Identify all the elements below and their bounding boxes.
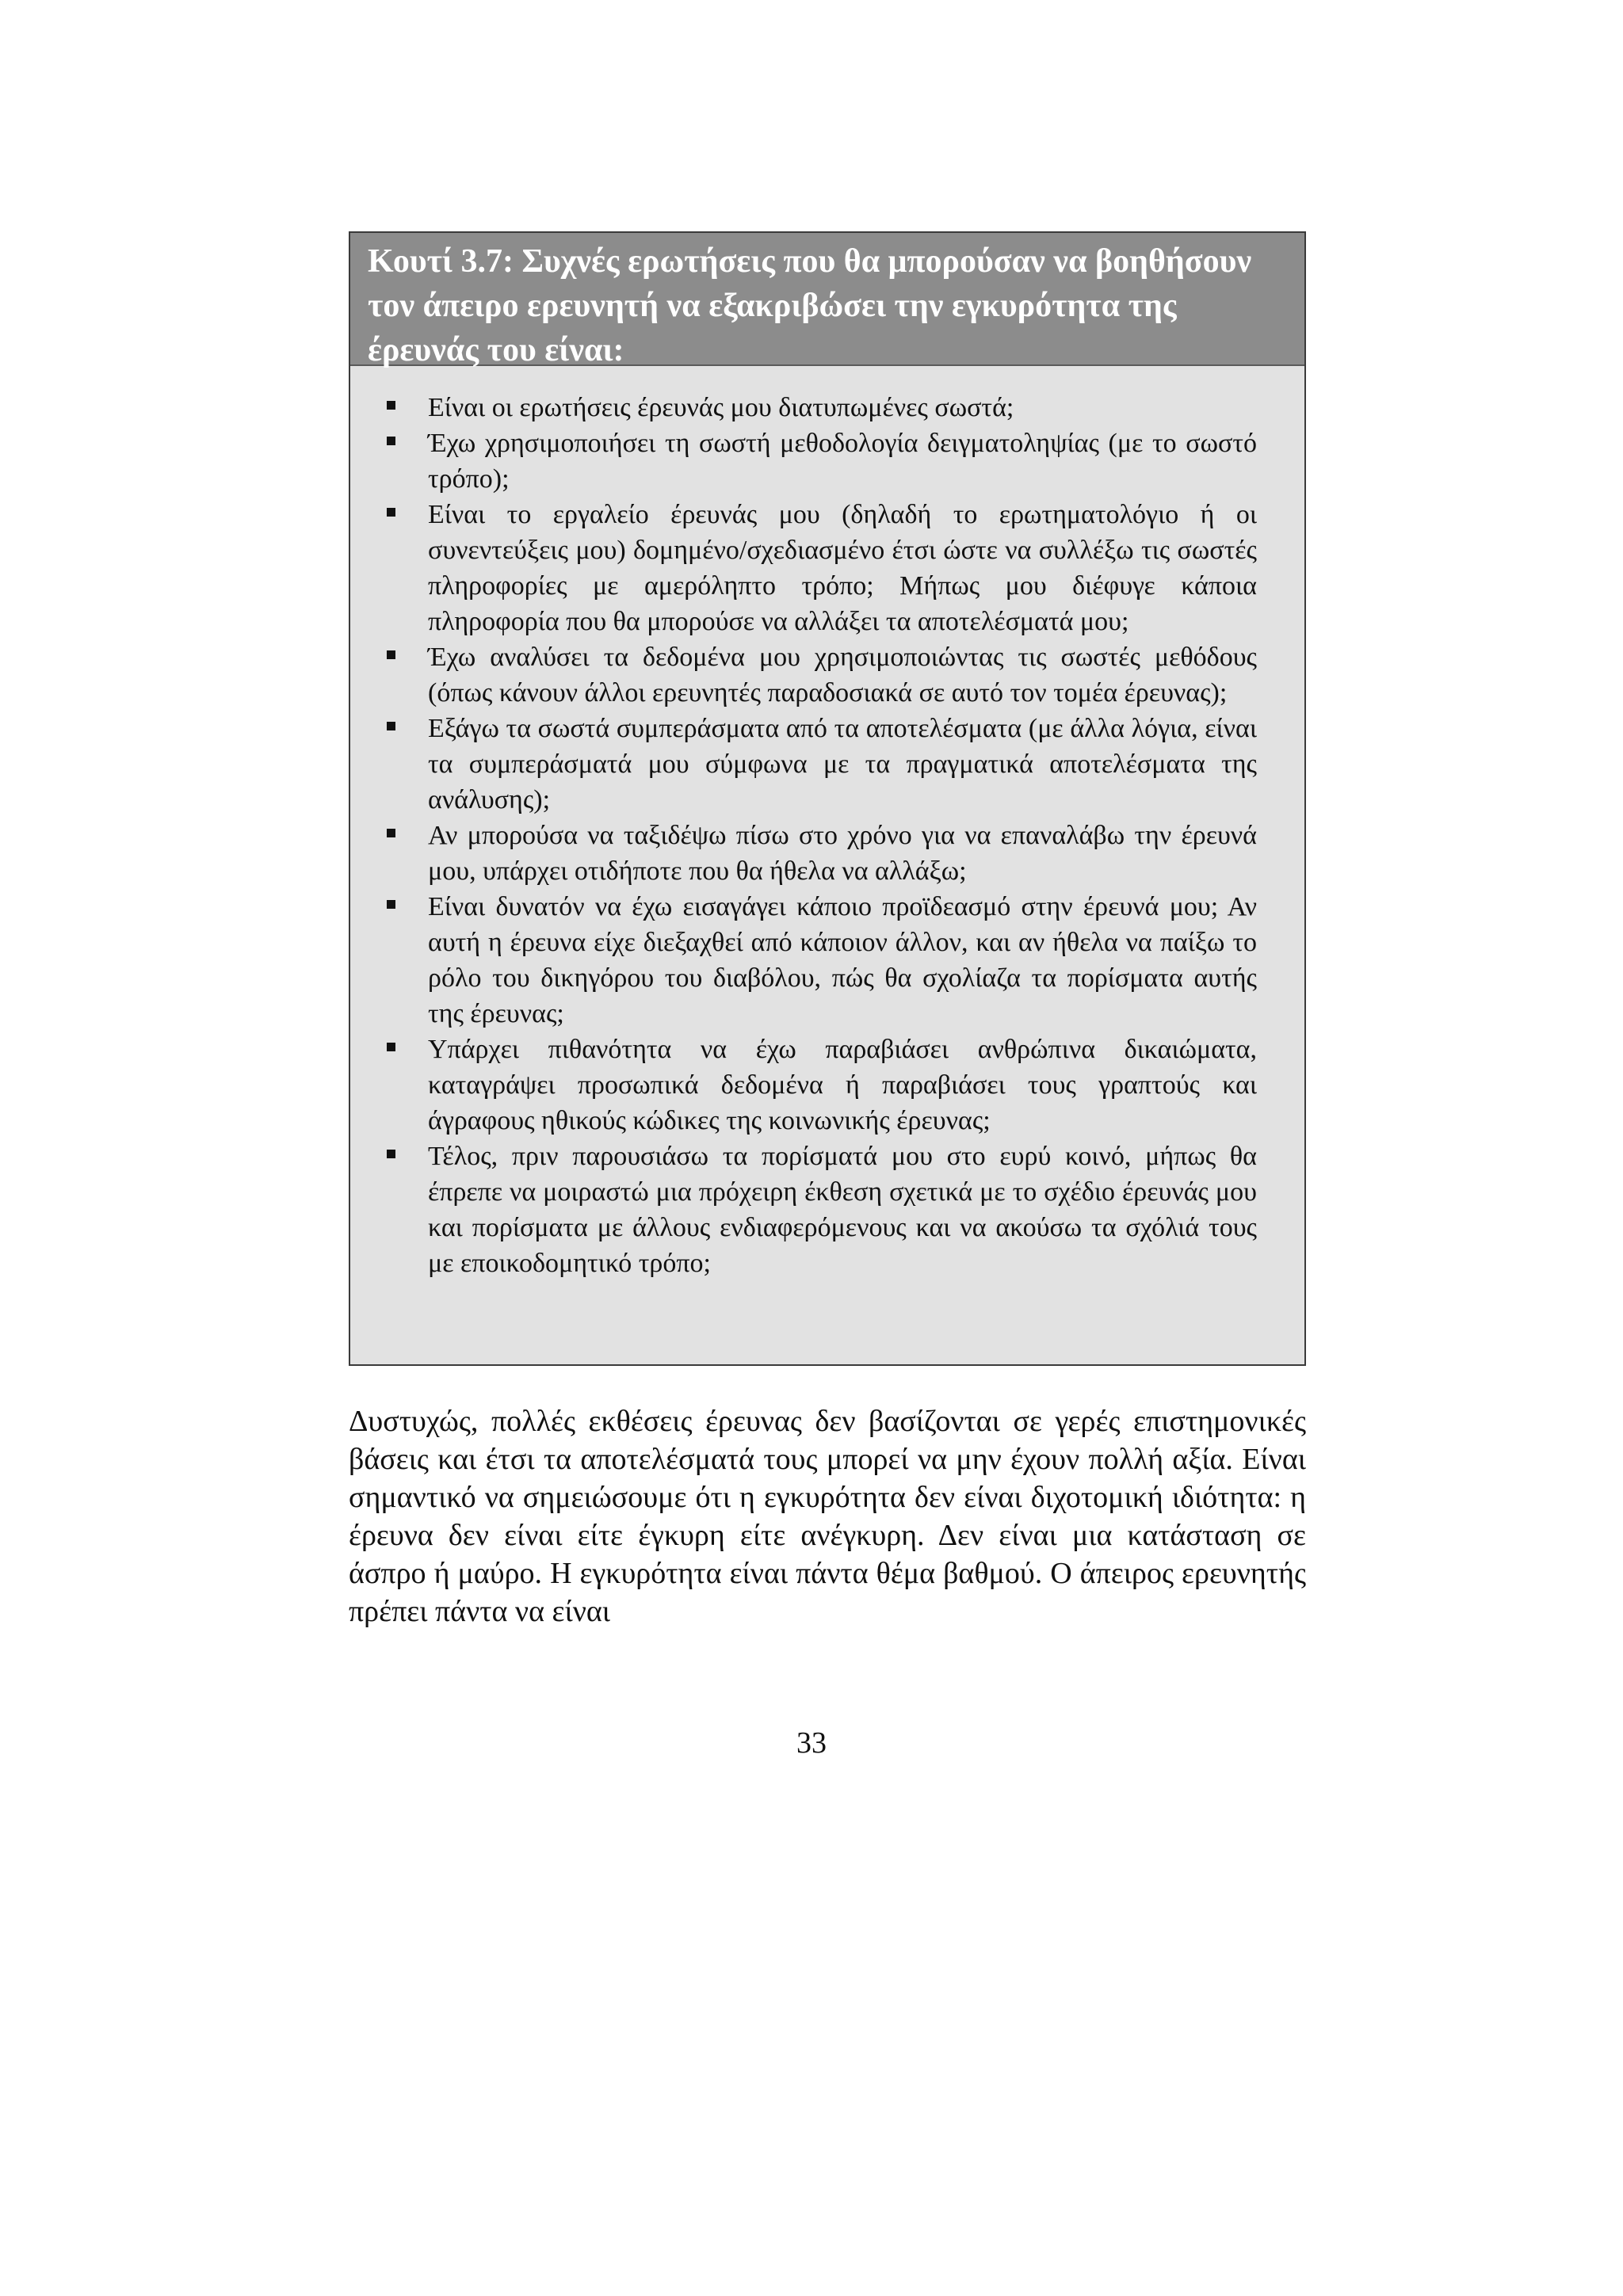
square-bullet-icon bbox=[387, 1150, 395, 1158]
box-question-list bbox=[350, 366, 1304, 1281]
list-item bbox=[350, 1032, 1257, 1138]
list-item bbox=[350, 889, 1257, 1032]
list-item-text: Τέλος, πριν παρουσιάσω τα πορίσματά μου στο ευρύ κοινό, μήπως θα έπρεπε να μοιραστώ μια πρόχειρη έκθεση σχετικά με το σχέδιο έρευνάς μου και πορίσματα με άλλους ενδιαφερόμενους και να ακούσω τα σχόλιά τους με εποικοδομητικό τρόπο; bbox=[428, 1142, 1257, 1278]
list-item-text: Είναι το εργαλείο έρευνάς μου (δηλαδή το ερωτηματολόγιο ή οι συνεντεύξεις μου) δομημένο/σχεδιασμένο έτσι ώστε να συλλέξω τις σωστές πληροφορίες με αμερόληπτο τρόπο; Μήπως μου διέφυγε κάποια πληροφορία που θα μπορούσε να αλλάξει τα αποτελέσματά μου; bbox=[428, 500, 1257, 636]
list-item-text: Εξάγω τα σωστά συμπεράσματα από τα αποτελέσματα (με άλλα λόγια, είναι τα συμπεράσματά μου σύμφωνα με τα πραγματικά αποτελέσματα της ανάλυσης); bbox=[428, 714, 1257, 814]
list-item bbox=[350, 639, 1257, 711]
page-number: 33 bbox=[796, 1726, 827, 1760]
square-bullet-icon bbox=[387, 900, 395, 909]
square-bullet-icon bbox=[387, 829, 395, 837]
list-item bbox=[350, 390, 1257, 425]
list-item-text: Έχω χρησιμοποιήσει τη σωστή μεθοδολογία δειγματοληψίας (με το σωστό τρόπο); bbox=[428, 429, 1257, 494]
square-bullet-icon bbox=[387, 401, 395, 410]
square-bullet-icon bbox=[387, 722, 395, 730]
body-paragraph: Δυστυχώς, πολλές εκθέσεις έρευνας δεν βασίζονται σε γερές επιστημονικές βάσεις και έτσι τα αποτελέσματά τους μπορεί να μην έχουν πολλή αξία. Είναι σημαντικό να σημειώσουμε ότι η εγκυρότητα δεν είναι διχοτομική ιδιότητα: η έρευνα δεν είναι είτε έγκυρη είτε ανέγκυρη. Δεν είναι μια κατάσταση σε άσπρο ή μαύρο. Η εγκυρότητα είναι πάντα θέμα βαθμού. Ο άπειρος ερευνητής πρέπει πάντα να είναι bbox=[349, 1405, 1306, 1628]
list-item-text: Είναι οι ερωτήσεις έρευνάς μου διατυπωμένες σωστά; bbox=[428, 393, 1014, 422]
box-title: Κουτί 3.7: Συχνές ερωτήσεις που θα μπορούσαν να βοηθήσουν τον άπειρο ερευνητή να εξακριβώσει την εγκυρότητα της έρευνάς του είναι: bbox=[350, 233, 1304, 366]
square-bullet-icon bbox=[387, 1043, 395, 1051]
list-item bbox=[350, 818, 1257, 889]
list-item-text: Έχω αναλύσει τα δεδομένα μου χρησιμοποιώντας τις σωστές μεθόδους (όπως κάνουν άλλοι ερευνητές παραδοσιακά σε αυτό τον τομέα έρευνας); bbox=[428, 643, 1257, 707]
square-bullet-icon bbox=[387, 437, 395, 445]
list-item-text: Αν μπορούσα να ταξιδέψω πίσω στο χρόνο για να επαναλάβω την έρευνά μου, υπάρχει οτιδήποτε που θα ήθελα να αλλάξω; bbox=[428, 821, 1257, 886]
list-item bbox=[350, 1138, 1257, 1281]
list-item bbox=[350, 711, 1257, 818]
list-item-text: Υπάρχει πιθανότητα να έχω παραβιάσει ανθρώπινα δικαιώματα, καταγράψει προσωπικά δεδομένα ή παραβιάσει τους γραπτούς και άγραφους ηθικούς κώδικες της κοινωνικής έρευνας; bbox=[428, 1035, 1257, 1135]
square-bullet-icon bbox=[387, 508, 395, 517]
square-bullet-icon bbox=[387, 650, 395, 659]
list-item bbox=[350, 425, 1257, 497]
list-item-text: Είναι δυνατόν να έχω εισαγάγει κάποιο προϊδεασμό στην έρευνά μου; Αν αυτή η έρευνα είχε διεξαχθεί από κάποιον άλλον, και αν ήθελα να παίξω το ρόλο του δικηγόρου του διαβόλου, πώς θα σχολίαζα τα πορίσματα αυτής της έρευνας; bbox=[428, 892, 1257, 1028]
list-item bbox=[350, 497, 1257, 639]
info-box-3-7 bbox=[349, 231, 1306, 1366]
